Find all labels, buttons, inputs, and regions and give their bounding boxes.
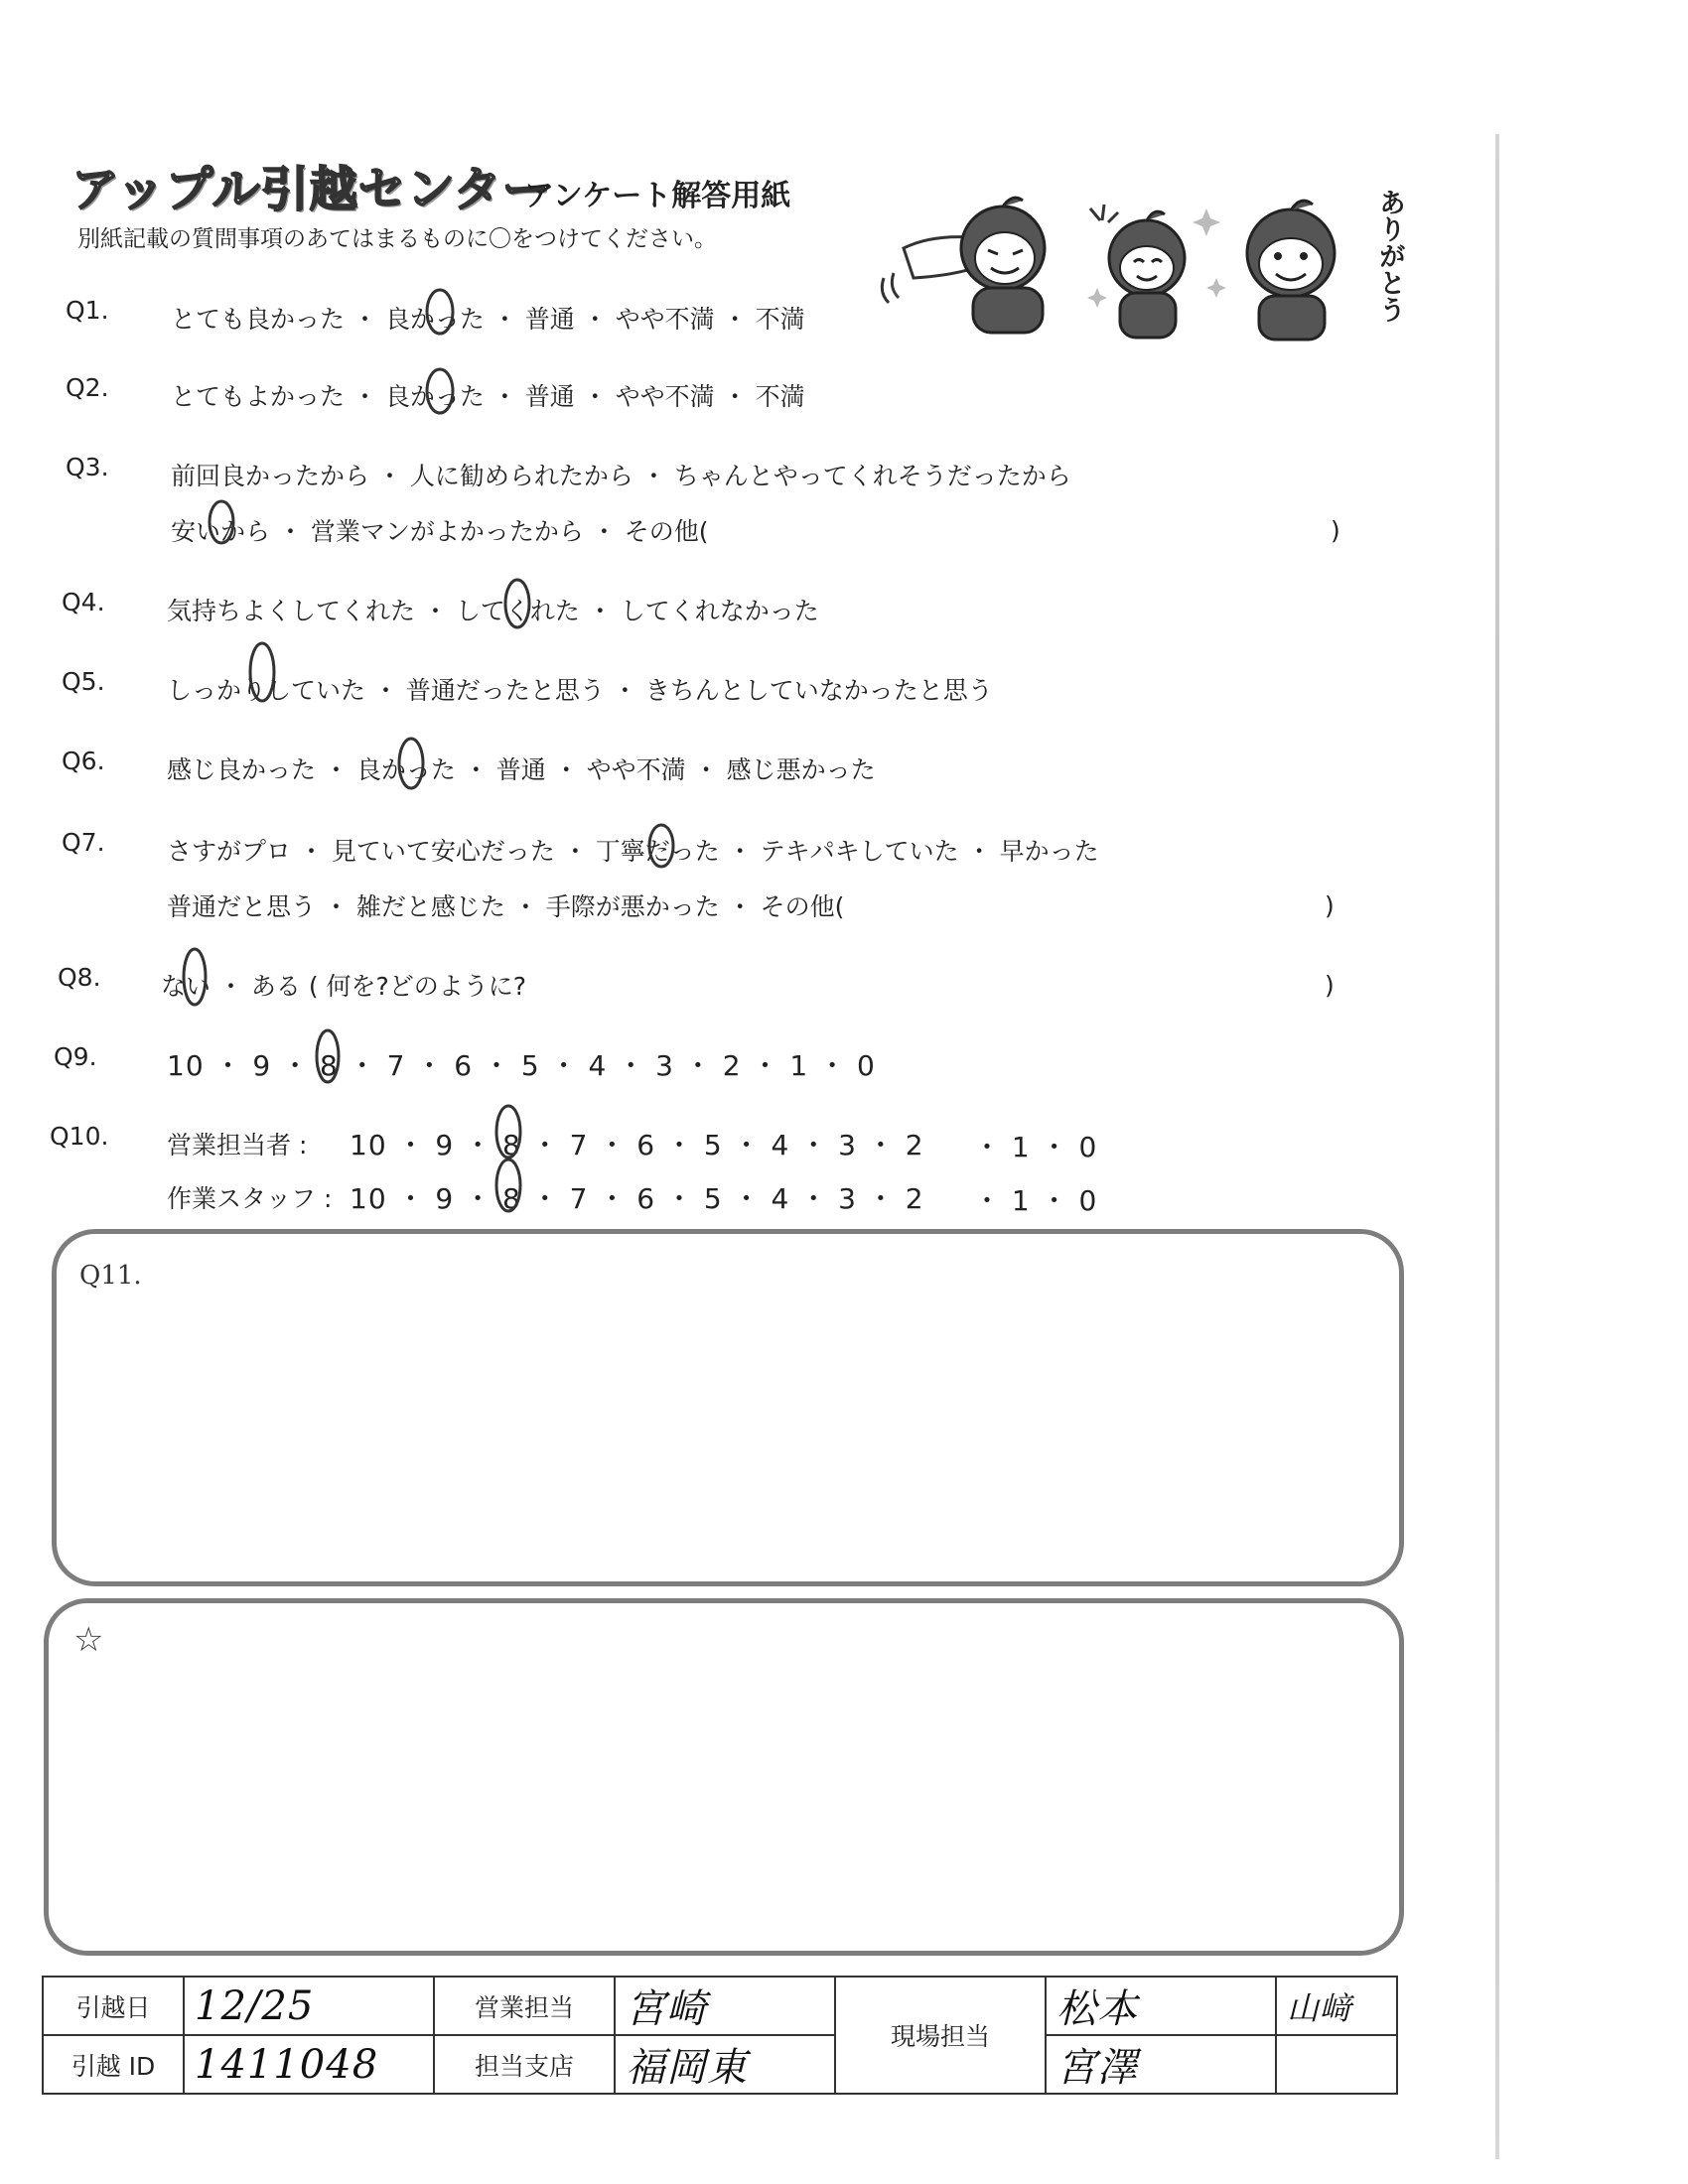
q1-answer-circle bbox=[422, 286, 458, 338]
q10-staff-scale-a: 10 ・ 9 ・ 8 ・ 7 ・ 6 ・ 5 ・ 4 ・ 3 ・ 2 bbox=[350, 1182, 924, 1215]
monkey-mascots-illustration bbox=[874, 179, 1430, 347]
q3-answer-circle bbox=[204, 496, 239, 548]
q7-label: Q7. bbox=[62, 828, 105, 857]
branch-label: 担当支店 bbox=[434, 2035, 615, 2094]
q3-options-line1: 前回良かったから ・ 人に勧められたから ・ ちゃんとやってくれそうだったから bbox=[171, 462, 1071, 490]
q4-options: 気持ちよくしてくれた ・ してくれた ・ してくれなかった bbox=[167, 597, 819, 625]
q8-other-close: ) bbox=[1325, 971, 1335, 1000]
q11-comment-box[interactable] bbox=[52, 1229, 1404, 1586]
site-staff-empty-cell bbox=[1276, 2035, 1397, 2094]
q2-options: とてもよかった ・ 良かった ・ 普通 ・ やや不満 ・ 不満 bbox=[171, 382, 805, 411]
footer-info-table bbox=[42, 1976, 1398, 2093]
q5-answer-circle bbox=[242, 639, 282, 705]
q7-answer-circle bbox=[643, 820, 679, 872]
q10-sales-scale-b: ・ 1 ・ 0 bbox=[973, 1131, 1098, 1163]
q5-options: しっかりしていた ・ 普通だったと思う ・ きちんとしていなかったと思う bbox=[167, 676, 993, 705]
branch-value: 福岡東 bbox=[626, 2045, 748, 2091]
q6-label: Q6. bbox=[62, 747, 105, 775]
instruction-text: 別紙記載の質問事項のあてはまるものに〇をつけてください。 bbox=[77, 226, 717, 252]
site-staff-3: 宮澤 bbox=[1056, 2045, 1138, 2091]
move-id-value: 1411048 bbox=[195, 2041, 379, 2088]
move-date-label: 引越日 bbox=[43, 1977, 184, 2035]
q3-other-close: ) bbox=[1331, 516, 1340, 545]
q10-staff-scale-b: ・ 1 ・ 0 bbox=[973, 1184, 1098, 1217]
q9-label: Q9. bbox=[54, 1042, 97, 1071]
q10-sales-scale-a: 10 ・ 9 ・ 8 ・ 7 ・ 6 ・ 5 ・ 4 ・ 3 ・ 2 bbox=[350, 1129, 924, 1161]
q3-label: Q3. bbox=[66, 453, 109, 481]
q9-answer-circle bbox=[310, 1026, 346, 1086]
q1-options: とても良かった ・ 良かった ・ 普通 ・ やや不満 ・ 不満 bbox=[171, 305, 805, 334]
q10-sales-label: 営業担当者 : bbox=[167, 1131, 308, 1160]
q9-rating-scale: 10 ・ 9 ・ 8 ・ 7 ・ 6 ・ 5 ・ 4 ・ 3 ・ 2 ・ 1 ・ 0 bbox=[167, 1049, 876, 1082]
q10-label: Q10. bbox=[50, 1122, 109, 1151]
q8-answer-circle bbox=[177, 945, 212, 1009]
sales-rep-label: 営業担当 bbox=[434, 1977, 615, 2035]
q2-answer-circle bbox=[422, 365, 458, 417]
q1-label: Q1. bbox=[66, 296, 109, 325]
star-comment-box[interactable] bbox=[44, 1598, 1404, 1956]
q6-answer-circle bbox=[393, 735, 429, 792]
q11-label: Q11. bbox=[79, 1261, 142, 1291]
q8-label: Q8. bbox=[58, 963, 101, 992]
move-id-label: 引越 ID bbox=[43, 2035, 184, 2094]
q4-answer-circle bbox=[499, 576, 535, 631]
site-staff-2: 山﨑 bbox=[1287, 1988, 1353, 2027]
q6-options: 感じ良かった ・ 良かった ・ 普通 ・ やや不満 ・ 感じ悪かった bbox=[167, 755, 876, 784]
scan-edge bbox=[1495, 134, 1499, 2159]
q4-label: Q4. bbox=[62, 588, 105, 616]
document-title: アンケート解答用紙 bbox=[524, 179, 791, 213]
brand-logo-text: アップル引越センター bbox=[71, 162, 551, 217]
move-date-value: 12/25 bbox=[195, 1982, 315, 2029]
site-staff-1: 松本 bbox=[1056, 1986, 1138, 2032]
q10-staff-label: 作業スタッフ : bbox=[167, 1184, 333, 1213]
q7-other-close: ) bbox=[1325, 891, 1335, 920]
q7-options-line2: 普通だと思う ・ 雑だと感じた ・ 手際が悪かった ・ その他( bbox=[167, 892, 845, 921]
sales-rep-value: 宮崎 bbox=[626, 1986, 707, 2032]
mascot-caption: ありがとう bbox=[1374, 189, 1405, 323]
q3-options-line2: 安いから ・ 営業マンがよかったから ・ その他( bbox=[171, 517, 709, 546]
site-staff-label: 現場担当 bbox=[835, 1977, 1046, 2094]
q10-staff-answer-circle bbox=[489, 1156, 528, 1215]
q5-label: Q5. bbox=[62, 667, 105, 696]
q8-options: ない ・ ある ( 何を?どのように? bbox=[161, 972, 527, 1001]
star-icon: ☆ bbox=[73, 1620, 104, 1660]
q2-label: Q2. bbox=[66, 373, 109, 402]
q7-options-line1: さすがプロ ・ 見ていて安心だった ・ 丁寧だった ・ テキパキしていた ・ 早かった bbox=[167, 837, 1099, 866]
q10-sales-answer-circle bbox=[489, 1102, 528, 1161]
